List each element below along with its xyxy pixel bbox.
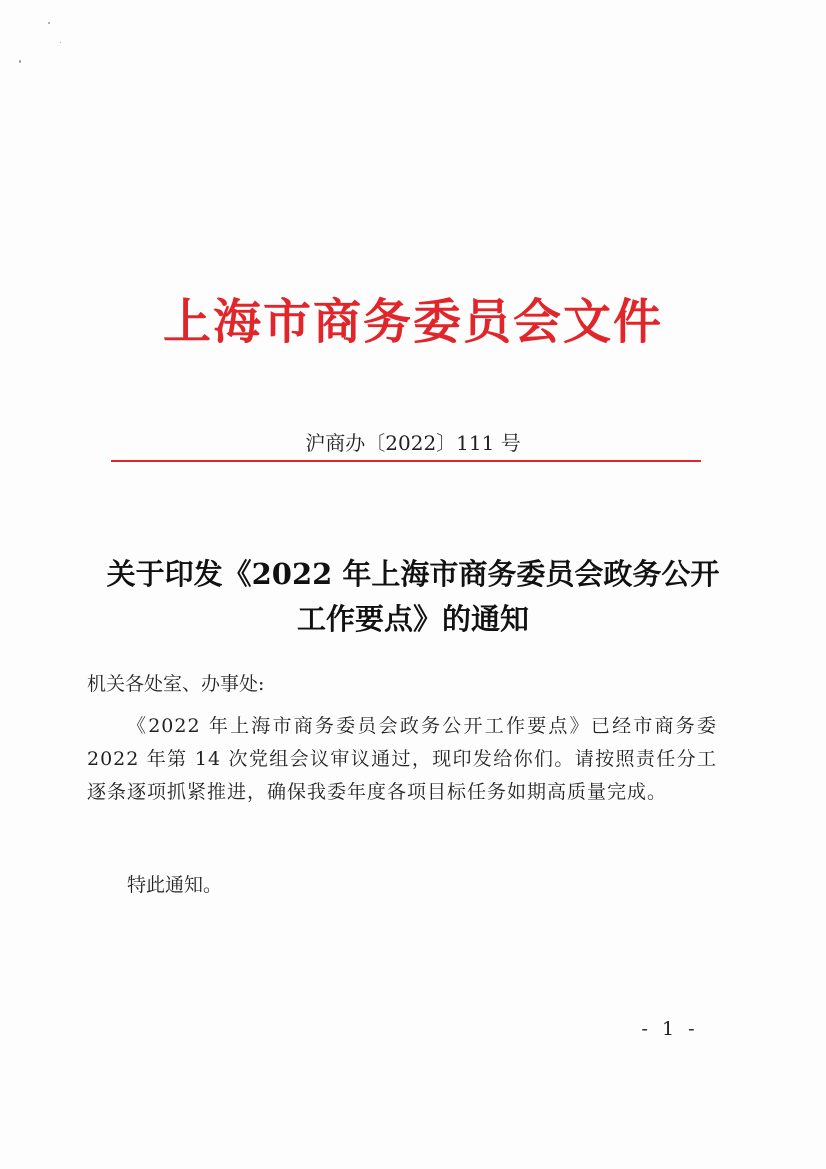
- title-line-2: 工作要点》的通知: [296, 602, 529, 636]
- scan-speck: [48, 22, 50, 24]
- document-number: 沪商办〔2022〕111 号: [305, 431, 521, 455]
- scan-speck: [60, 42, 61, 43]
- issuing-organization-header: 上海市商务委员会文件: [162, 294, 663, 350]
- title-line-1: 关于印发《2022 年上海市商务委员会政务公开: [106, 557, 720, 591]
- salutation: 机关各处室、办事处:: [87, 673, 265, 695]
- document-title: [60, 552, 766, 642]
- page-number: - 1 -: [641, 1018, 699, 1040]
- red-divider-line: [111, 460, 701, 462]
- body-paragraph: 《2022 年上海市商务委员会政务公开工作要点》已经市商务委 2022 年第 14 次党组会议审议通过，现印发给你们。请按照责任分工逐条逐项抓紧推进，确保我委年度各项目标任务如期高质量完成。: [87, 715, 717, 803]
- scan-speck: [19, 60, 21, 63]
- closing-line: 特此通知。: [127, 874, 223, 896]
